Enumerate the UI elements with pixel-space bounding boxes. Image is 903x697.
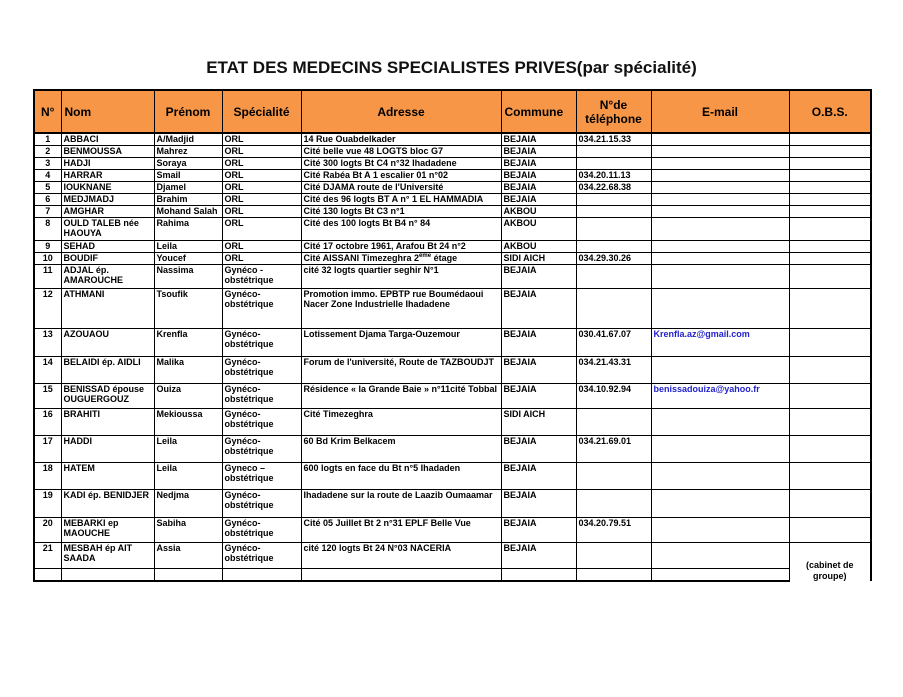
cell-nom: AZOUAOU bbox=[61, 328, 154, 356]
cell-email bbox=[651, 145, 789, 157]
cell-prenom: Leila bbox=[154, 462, 222, 489]
cell-n: 11 bbox=[34, 264, 61, 288]
cell-n: 15 bbox=[34, 383, 61, 408]
cell-commune: BEJAIA bbox=[501, 517, 576, 542]
header-cell-prenom: Prénom bbox=[154, 90, 222, 133]
cell-email: benissadouiza@yahoo.fr bbox=[651, 383, 789, 408]
table-row bbox=[34, 205, 871, 217]
cell-nom: MESBAH ép AIT SAADA bbox=[61, 542, 154, 568]
cell-adresse: Cité 130 logts Bt C3 n°1 bbox=[301, 205, 501, 217]
cell-prenom: Rahima bbox=[154, 217, 222, 240]
cell-n: 5 bbox=[34, 181, 61, 193]
table-row bbox=[34, 169, 871, 181]
cell-nom: HARRAR bbox=[61, 169, 154, 181]
cell-adresse: Cité des 96 logts BT A n° 1 EL HAMMADIA bbox=[301, 193, 501, 205]
cell-n: 9 bbox=[34, 240, 61, 252]
table-row bbox=[34, 145, 871, 157]
cell-n: 2 bbox=[34, 145, 61, 157]
table-row bbox=[34, 383, 871, 408]
cell-commune: BEJAIA bbox=[501, 288, 576, 328]
cell-adresse: cité 120 logts Bt 24 N°03 NACERIA bbox=[301, 542, 501, 568]
cell-nom: BRAHITI bbox=[61, 408, 154, 435]
table-row bbox=[34, 356, 871, 383]
cell-specialite bbox=[222, 568, 301, 581]
cell-n: 21 bbox=[34, 542, 61, 568]
cell-specialite: ORL bbox=[222, 252, 301, 264]
cell-obs bbox=[789, 133, 871, 145]
cell-commune: BEJAIA bbox=[501, 157, 576, 169]
cell-specialite: ORL bbox=[222, 145, 301, 157]
table-row bbox=[34, 568, 871, 581]
cell-email bbox=[651, 157, 789, 169]
table-row bbox=[34, 240, 871, 252]
cell-adresse bbox=[301, 568, 501, 581]
cell-tel: 034.21.15.33 bbox=[576, 133, 651, 145]
cell-obs bbox=[789, 205, 871, 217]
cell-commune: AKBOU bbox=[501, 205, 576, 217]
cell-email bbox=[651, 517, 789, 542]
cell-specialite: ORL bbox=[222, 133, 301, 145]
cell-obs bbox=[789, 181, 871, 193]
cell-obs bbox=[789, 217, 871, 240]
cell-prenom: Youcef bbox=[154, 252, 222, 264]
table-row bbox=[34, 217, 871, 240]
cell-n: 16 bbox=[34, 408, 61, 435]
cell-adresse: Forum de l'université, Route de TAZBOUDJT bbox=[301, 356, 501, 383]
cell-tel bbox=[576, 217, 651, 240]
cell-n: 8 bbox=[34, 217, 61, 240]
cell-tel: 034.22.68.38 bbox=[576, 181, 651, 193]
cell-n: 17 bbox=[34, 435, 61, 462]
cell-nom: ABBACI bbox=[61, 133, 154, 145]
table-row bbox=[34, 328, 871, 356]
header-cell-nom: Nom bbox=[61, 90, 154, 133]
header-cell-tel: N°de téléphone bbox=[576, 90, 651, 133]
cell-prenom: Mahrez bbox=[154, 145, 222, 157]
cell-n: 12 bbox=[34, 288, 61, 328]
cell-nom: HADJI bbox=[61, 157, 154, 169]
table-body bbox=[34, 133, 871, 581]
cell-tel: 034.20.79.51 bbox=[576, 517, 651, 542]
cell-n: 7 bbox=[34, 205, 61, 217]
cell-email: Krenfla.az@gmail.com bbox=[651, 328, 789, 356]
cell-adresse: Cité DJAMA route de l'Université bbox=[301, 181, 501, 193]
cell-adresse: 600 logts en face du Bt n°5 Ihadaden bbox=[301, 462, 501, 489]
cell-obs bbox=[789, 462, 871, 489]
cell-adresse: Promotion immo. EPBTP rue Boumédaoui Nacer Zone Industrielle Ihadadene bbox=[301, 288, 501, 328]
cell-commune: BEJAIA bbox=[501, 435, 576, 462]
table-row bbox=[34, 193, 871, 205]
cell-nom: BELAIDI ép. AIDLI bbox=[61, 356, 154, 383]
table-row bbox=[34, 157, 871, 169]
cell-nom: MEBARKI ep MAOUCHE bbox=[61, 517, 154, 542]
cell-nom: AMGHAR bbox=[61, 205, 154, 217]
cell-nom: HADDI bbox=[61, 435, 154, 462]
header-cell-specialite: Spécialité bbox=[222, 90, 301, 133]
adresse-part: Cité AISSANI Timezeghra 2 bbox=[303, 252, 420, 263]
cell-tel bbox=[576, 462, 651, 489]
cell-n bbox=[34, 568, 61, 581]
cell-specialite: Gynéco- obstétrique bbox=[222, 288, 301, 328]
cell-prenom: Djamel bbox=[154, 181, 222, 193]
table-row bbox=[34, 264, 871, 288]
cell-n: 6 bbox=[34, 193, 61, 205]
cell-specialite: Gynéco- obstétrique bbox=[222, 328, 301, 356]
cell-nom: BENMOUSSA bbox=[61, 145, 154, 157]
header-cell-commune: Commune bbox=[501, 90, 576, 133]
cell-nom: BOUDIF bbox=[61, 252, 154, 264]
cell-specialite: ORL bbox=[222, 157, 301, 169]
cell-nom: MEDJMADJ bbox=[61, 193, 154, 205]
header-cell-adresse: Adresse bbox=[301, 90, 501, 133]
cell-email bbox=[651, 489, 789, 517]
adresse-part: étage bbox=[431, 252, 458, 263]
cell-adresse: Cité des 100 logts Bt B4 n° 84 bbox=[301, 217, 501, 240]
cell-specialite: ORL bbox=[222, 205, 301, 217]
cell-nom: SEHAD bbox=[61, 240, 154, 252]
cell-email bbox=[651, 542, 789, 568]
cell-prenom: Brahim bbox=[154, 193, 222, 205]
cell-prenom: A/Madjid bbox=[154, 133, 222, 145]
cell-tel: 034.29.30.26 bbox=[576, 252, 651, 264]
cell-email bbox=[651, 240, 789, 252]
cell-email bbox=[651, 264, 789, 288]
cell-specialite: ORL bbox=[222, 193, 301, 205]
cell-obs bbox=[789, 157, 871, 169]
cell-nom: KADI ép. BENIDJER bbox=[61, 489, 154, 517]
cell-commune: SIDI AICH bbox=[501, 252, 576, 264]
cell-obs bbox=[789, 288, 871, 328]
cell-prenom: Nassima bbox=[154, 264, 222, 288]
table-row bbox=[34, 517, 871, 542]
cell-specialite: Gynéco- obstétrique bbox=[222, 542, 301, 568]
cell-adresse: Lotissement Djama Targa-Ouzemour bbox=[301, 328, 501, 356]
table-row bbox=[34, 462, 871, 489]
cell-tel: 034.21.69.01 bbox=[576, 435, 651, 462]
cell-obs bbox=[789, 145, 871, 157]
cell-nom: OULD TALEB née HAOUYA bbox=[61, 217, 154, 240]
cell-adresse: Cité 17 octobre 1961, Arafou Bt 24 n°2 bbox=[301, 240, 501, 252]
cell-obs bbox=[789, 383, 871, 408]
cell-commune: BEJAIA bbox=[501, 542, 576, 568]
table-row bbox=[34, 435, 871, 462]
cell-prenom: Sabiha bbox=[154, 517, 222, 542]
cell-commune: BEJAIA bbox=[501, 489, 576, 517]
cell-prenom: Soraya bbox=[154, 157, 222, 169]
cell-nom bbox=[61, 568, 154, 581]
cell-specialite: ORL bbox=[222, 240, 301, 252]
cell-prenom: Smail bbox=[154, 169, 222, 181]
cell-commune: BEJAIA bbox=[501, 181, 576, 193]
cell-tel: 034.10.92.94 bbox=[576, 383, 651, 408]
cell-specialite: ORL bbox=[222, 181, 301, 193]
cell-tel bbox=[576, 157, 651, 169]
cell-tel bbox=[576, 408, 651, 435]
cell-n: 20 bbox=[34, 517, 61, 542]
cell-prenom: Krenfla bbox=[154, 328, 222, 356]
cell-nom: BENISSAD épouse OUGUERGOUZ bbox=[61, 383, 154, 408]
cell-nom: ATHMANI bbox=[61, 288, 154, 328]
cell-nom: HATEM bbox=[61, 462, 154, 489]
cell-email bbox=[651, 288, 789, 328]
cell-obs bbox=[789, 264, 871, 288]
cell-commune: AKBOU bbox=[501, 217, 576, 240]
cell-commune: BEJAIA bbox=[501, 264, 576, 288]
cell-tel bbox=[576, 145, 651, 157]
cell-prenom: Assia bbox=[154, 542, 222, 568]
cell-n: 1 bbox=[34, 133, 61, 145]
cell-obs bbox=[789, 435, 871, 462]
cell-n: 3 bbox=[34, 157, 61, 169]
table-row bbox=[34, 288, 871, 328]
cell-prenom: Mekioussa bbox=[154, 408, 222, 435]
cell-email bbox=[651, 408, 789, 435]
cell-obs bbox=[789, 356, 871, 383]
cell-prenom: Ouiza bbox=[154, 383, 222, 408]
cell-adresse bbox=[301, 252, 501, 264]
cell-adresse: Ihadadene sur la route de Laazib Oumaamar bbox=[301, 489, 501, 517]
cell-obs bbox=[789, 240, 871, 252]
cell-adresse: Cité belle vue 48 LOGTS bloc G7 bbox=[301, 145, 501, 157]
cell-specialite: Gynéco- obstétrique bbox=[222, 383, 301, 408]
table-row bbox=[34, 542, 871, 568]
cell-adresse: Cité 300 logts Bt C4 n°32 Ihadadene bbox=[301, 157, 501, 169]
cell-commune: BEJAIA bbox=[501, 462, 576, 489]
cell-obs bbox=[789, 408, 871, 435]
cell-adresse: 14 Rue Ouabdelkader bbox=[301, 133, 501, 145]
cell-tel bbox=[576, 264, 651, 288]
cell-email bbox=[651, 568, 789, 581]
cell-prenom: Tsoufik bbox=[154, 288, 222, 328]
cell-adresse: 60 Bd Krim Belkacem bbox=[301, 435, 501, 462]
cell-prenom: Leila bbox=[154, 240, 222, 252]
cell-email bbox=[651, 181, 789, 193]
cell-specialite: Gynéco - obstétrique bbox=[222, 264, 301, 288]
cell-adresse: cité 32 logts quartier seghir N°1 bbox=[301, 264, 501, 288]
cell-n: 19 bbox=[34, 489, 61, 517]
cell-commune: BEJAIA bbox=[501, 193, 576, 205]
cell-obs bbox=[789, 517, 871, 542]
cell-commune: BEJAIA bbox=[501, 133, 576, 145]
cell-obs bbox=[789, 193, 871, 205]
cell-commune bbox=[501, 568, 576, 581]
cell-n: 13 bbox=[34, 328, 61, 356]
cell-n: 10 bbox=[34, 252, 61, 264]
cell-specialite: ORL bbox=[222, 217, 301, 240]
cell-tel: 034.21.43.31 bbox=[576, 356, 651, 383]
cell-email bbox=[651, 356, 789, 383]
cell-adresse: Cité 05 Juillet Bt 2 n°31 EPLF Belle Vue bbox=[301, 517, 501, 542]
cell-specialite: Gynéco- obstétrique bbox=[222, 356, 301, 383]
cell-prenom: Malika bbox=[154, 356, 222, 383]
table-row bbox=[34, 252, 871, 264]
cell-adresse: Cité Rabéa Bt A 1 escalier 01 n°02 bbox=[301, 169, 501, 181]
cell-n: 18 bbox=[34, 462, 61, 489]
cell-tel bbox=[576, 240, 651, 252]
header-cell-obs: O.B.S. bbox=[789, 90, 871, 133]
table-header bbox=[34, 90, 871, 133]
cell-specialite: Gynéco- obstétrique bbox=[222, 408, 301, 435]
cell-adresse: Résidence « la Grande Baie » n°11cité Tobbal bbox=[301, 383, 501, 408]
cell-obs bbox=[789, 169, 871, 181]
cell-tel bbox=[576, 489, 651, 517]
cell-n: 4 bbox=[34, 169, 61, 181]
table-row bbox=[34, 133, 871, 145]
cell-prenom: Leila bbox=[154, 435, 222, 462]
cell-adresse: Cité Timezeghra bbox=[301, 408, 501, 435]
cell-email bbox=[651, 435, 789, 462]
cell-prenom bbox=[154, 568, 222, 581]
cell-obs: (cabinet de groupe) bbox=[789, 542, 871, 581]
doctors-table bbox=[33, 89, 872, 582]
cell-email bbox=[651, 133, 789, 145]
table-row bbox=[34, 408, 871, 435]
cell-email bbox=[651, 217, 789, 240]
cell-email bbox=[651, 252, 789, 264]
page-title: ETAT DES MEDECINS SPECIALISTES PRIVES(par spécialité) bbox=[206, 58, 697, 77]
header-cell-email: E-mail bbox=[651, 90, 789, 133]
cell-commune: BEJAIA bbox=[501, 169, 576, 181]
cell-tel bbox=[576, 568, 651, 581]
cell-tel bbox=[576, 288, 651, 328]
cell-prenom: Nedjma bbox=[154, 489, 222, 517]
adresse-part: ème bbox=[419, 252, 432, 259]
cell-tel bbox=[576, 205, 651, 217]
cell-commune: AKBOU bbox=[501, 240, 576, 252]
cell-commune: BEJAIA bbox=[501, 356, 576, 383]
cell-email bbox=[651, 193, 789, 205]
cell-obs bbox=[789, 489, 871, 517]
cell-email bbox=[651, 462, 789, 489]
cell-tel: 034.20.11.13 bbox=[576, 169, 651, 181]
header-cell-n: N° bbox=[34, 90, 61, 133]
cell-obs bbox=[789, 252, 871, 264]
cell-prenom: Mohand Salah bbox=[154, 205, 222, 217]
cell-specialite: Gynéco- obstétrique bbox=[222, 517, 301, 542]
cell-tel bbox=[576, 193, 651, 205]
cell-obs bbox=[789, 328, 871, 356]
cell-commune: BEJAIA bbox=[501, 383, 576, 408]
cell-commune: SIDI AICH bbox=[501, 408, 576, 435]
cell-commune: BEJAIA bbox=[501, 328, 576, 356]
cell-specialite: Gynéco- obstétrique bbox=[222, 435, 301, 462]
cell-n: 14 bbox=[34, 356, 61, 383]
cell-specialite: Gyneco – obstétrique bbox=[222, 462, 301, 489]
table-row bbox=[34, 489, 871, 517]
cell-tel: 030.41.67.07 bbox=[576, 328, 651, 356]
cell-commune: BEJAIA bbox=[501, 145, 576, 157]
cell-tel bbox=[576, 542, 651, 568]
cell-nom: ADJAL ép. AMAROUCHE bbox=[61, 264, 154, 288]
table-row bbox=[34, 181, 871, 193]
cell-email bbox=[651, 169, 789, 181]
cell-nom: IOUKNANE bbox=[61, 181, 154, 193]
cell-specialite: Gynéco- obstétrique bbox=[222, 489, 301, 517]
cell-specialite: ORL bbox=[222, 169, 301, 181]
header-row bbox=[34, 90, 871, 133]
cell-email bbox=[651, 205, 789, 217]
